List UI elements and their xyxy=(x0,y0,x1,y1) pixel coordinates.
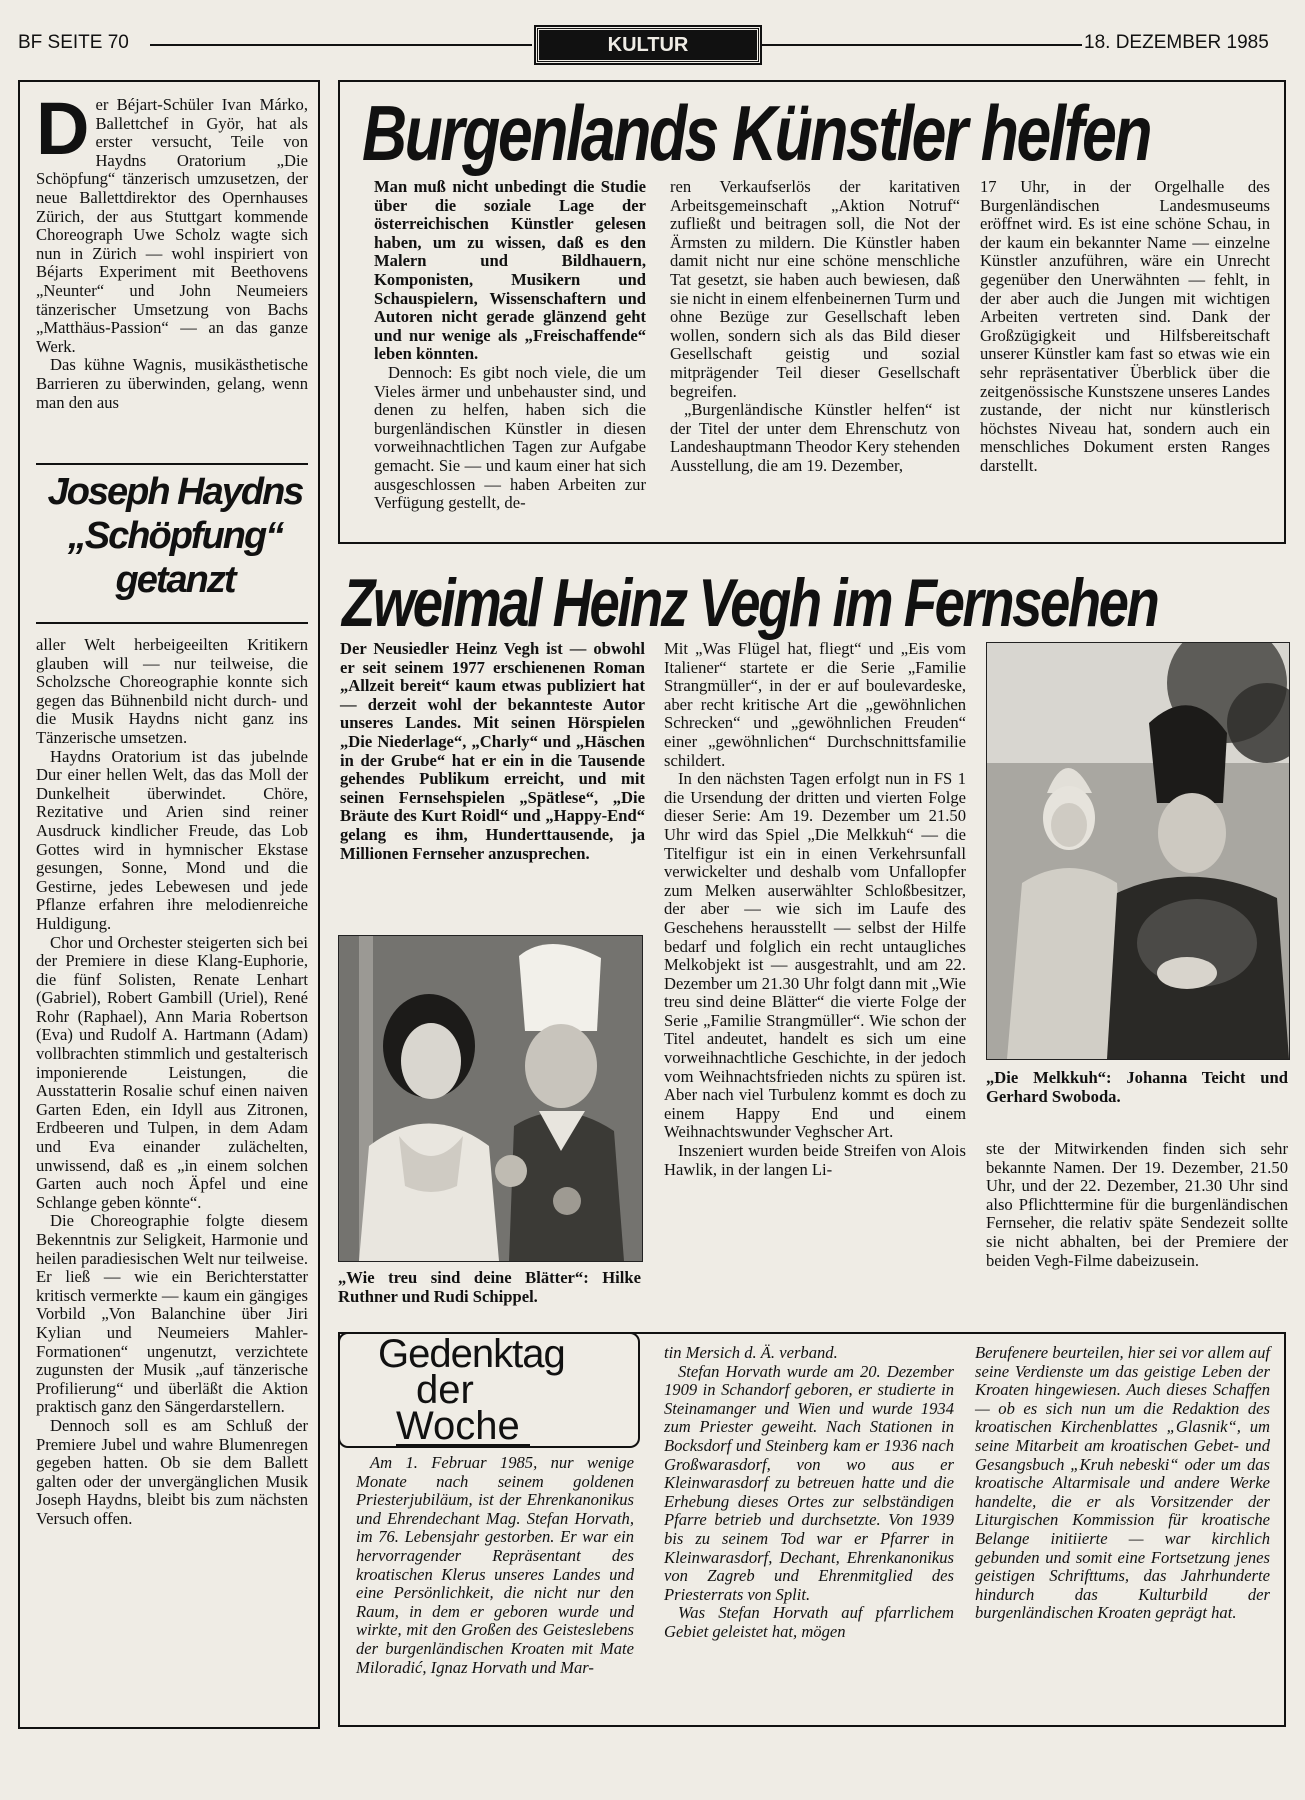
article3-paragraph: Berufenere beurteilen, hier sei vor allem auf seine Verdienste um das geistige Leben der Kroaten hingewiesen. Auch dieses Schaffen — ob es sich nun um die Redaktion des kroatischen Kirchenblattes „Glasnik“, um seine Mitarbeit am kroatischen Gebet- und Gesangsbuch „Kruh nebeski“ oder um das kroatische Altarmisale und andere Werke handelte, die er als Vorsitzender der Liturgischen Kommission für kroatische Belange initiierte — war kirchlich gebunden und somit eine Fortsetzung jenes geistigen Schrifttums, das Jahrhunderte hindurch das Kulturbild der burgenländischen Kroaten geprägt hat. xyxy=(975,1343,1270,1623)
article1-paragraph: „Burgenländische Künstler helfen“ ist der Titel der unter dem Ehrenschutz von Landeshauptmann Theodor Kery stehenden Ausstellung, die am 19. Dezember, xyxy=(670,400,960,475)
article3-paragraph: Was Stefan Horvath auf pfarrlichem Gebiet geleistet hat, mögen xyxy=(664,1603,954,1641)
header-rule-right xyxy=(760,44,1082,46)
sidebar-paragraph: Dennoch soll es am Schluß der Premiere Jubel und wahre Blumenregen gegeben hatten. Ob sie dem Ballett galten oder der unvergänglichen Musik Joseph Haydns, bleibt bis zum nächsten Versuch offen. xyxy=(36,1415,308,1528)
sidebar-paragraph: Chor und Orchester steigerten sich bei der Premiere in diese Klang-Euphorie, die fünf Solisten, Renate Lenhart (Gabriel), Robert Gambill (Uriel), René Rohr (Raphael), Ann Maria Robertson (Eva) und Rudolf A. Hartmann (Adam) vollbrachten stimmlich und gestalterisch imponierende Leistungen, die Ausstatterin Rosalie schuf einen naiven Garten Eden, ein Idyll aus Zitronen, Erdbeeren und Tulpen, in dem Adam und Eva einander zulächelten, unwissend, daß es „in einem solchen Garten auch noch Äpfel und eine Schlange geben könnte“. xyxy=(36,932,308,1212)
article3-column-1 xyxy=(356,1454,634,1677)
photo-die-melkkuh xyxy=(986,642,1290,1060)
article2-paragraph: Mit „Was Flügel hat, fliegt“ und „Eis vom Italiener“ startete er die Serie „Familie Strangmüller“, in der er auf boulevardeske, aber recht kritische Art die „gewöhnlichen Schrecken“ und „gewöhnlichen Freuden“ einer „gewöhnlichen“ Durchschnittsfamilie schildert. xyxy=(664,639,966,770)
article2-lead: Der Neusiedler Heinz Vegh ist — obwohl er seit seinem 1977 erschienenen Roman „Allzeit bereit“ kaum etwas publiziert hat — derzeit wohl der bekannteste Autor unseres Landes. Mit seinen Hörspielen „Die Niederlage“, „Charly“ und „Häschen in der Grube“ hat er ein in die Tausende gehendes Publikum erreicht, und mit seinen Fernsehspielen „Spätlese“, „Die Bräute des Kurt Roidl“ und „Happy-End“ gelang es ihm, Hunderttausende, ja Millionen Fernseher anzusprechen. xyxy=(340,639,645,863)
sidebar-body xyxy=(36,636,308,1529)
article2-paragraph: ste der Mitwirkenden finden sich sehr bekannte Namen. Der 19. Dezember, 21.50 Uhr, und der 22. Dezember, 21.30 Uhr sind also Pflichttermine für die burgenländischen Fernseher, die relativ späte Sendezeit sollte sie nicht abhalten, bei der Premiere der beiden Vegh-Filme dabeizusein. xyxy=(986,1139,1288,1270)
article3-paragraph: tin Mersich d. Ä. verband. xyxy=(664,1343,838,1362)
photo2-caption: „Die Melkkuh“: Johanna Teicht und Gerhard Swoboda. xyxy=(986,1068,1288,1106)
article2-headline: Zweimal Heinz Vegh im Fernsehen xyxy=(342,565,1158,641)
page-folio: BF SEITE 70 xyxy=(18,32,129,53)
article2-paragraph: In den nächsten Tagen erfolgt nun in FS 1 die Ursendung der dritten und vierten Folge dieser Serie: Am 19. Dezember um 21.50 Uhr wird das Spiel „Die Melkkuh“ — die Titelfigur ist ein in einen Verkehrsunfall verwickelter und deshalb vom Unfallopfer zum Melken auserwählter Schloßbesitzer, der aber — wie sich im Laufe des Geschehens herausstellt — selbst der Hilfe bedarf und folglich ein recht untaugliches Melkobjekt ist — ausgestrahlt, und am 22. Dezember um 21.30 Uhr folgt dann mit „Wie treu sind deine Blätter“ die vierte Folge der Serie „Familie Strangmüller“. Wie schon der Titel andeutet, handelt es sich um eine vorweihnachtliche Geschichte, in der jedoch vom Weihnachtsfrieden nichts zu spüren ist. Aber nach viel Turbulenz kommt es doch zu einem Happy End und einem Weihnachtswunder Veghscher Art. xyxy=(664,769,966,1142)
article1-column-1 xyxy=(374,178,646,513)
article1-lead: Man muß nicht unbedingt die Studie über die soziale Lage der österreichischen Künstler gelesen haben, um zu wissen, daß es den Malern und Bildhauern, Komponisten, Musikern und Schauspielern, Wissenschaftern und Autoren nicht gerade glänzend geht und nur wenige als „Freischaffende“ leben könnten. xyxy=(374,177,646,364)
photo-illustration xyxy=(987,643,1289,1059)
article3-paragraph: Am 1. Februar 1985, nur wenige Monate nach seinem goldenen Priesterjubiläum, ist der Ehrenkanonikus und Ehrendechant Mag. Stefan Horvath, im 76. Lebensjahr gestorben. Er war ein hervorragender Repräsentant des kroatischen Klerus unseres Landes und eine Persönlichkeit, die nicht nur den Raum, in dem er geboren wurde und wirkte, mit den Großen des Geisteslebens der burgenländischen Kroaten mit Mate Miloradić, Ignaz Horvath und Mar- xyxy=(356,1453,634,1677)
photo-illustration xyxy=(339,936,642,1261)
ressort-label: KULTUR xyxy=(536,27,760,63)
gedenktag-logo xyxy=(378,1332,565,1448)
article1-paragraph: Dennoch: Es gibt noch viele, die um Vieles ärmer und unbehauster sind, und denen zu helfen, haben sich die burgenländischen Künstler in diesen vorweihnachtlichen Tagen zur Aufgabe gemacht. Sie — und kaum einer hat sich ausgeschlossen — haben Arbeiten zur Verfügung gestellt, de- xyxy=(374,362,646,513)
sidebar-headline xyxy=(30,470,320,602)
article1-column-3 xyxy=(980,178,1270,476)
sidebar-paragraph: Die Choreographie folgte diesem Bekenntnis zur Seligkeit, Harmonie und heilen paradiesischen Welt nur teilweise. Er ließ — wie ein Berichterstatter kritisch vermerkte — kaum ein gängiges Vorbild „Von Balanchine über Jiri Kylian und Neumeiers Mahler-Formationen“ ungenutzt, verzichtete zugunsten der Musik „auf tänzerische Profilierung“ und überläßt die Aktion praktisch ganz den Sängerdarstellern. xyxy=(36,1211,308,1417)
page-date: 18. DEZEMBER 1985 xyxy=(1084,32,1269,53)
header-rule-left xyxy=(150,44,532,46)
article1-column-2 xyxy=(670,178,960,476)
article3-column-2 xyxy=(664,1344,954,1642)
sidebar-headline-line: Joseph Haydns xyxy=(47,471,303,513)
sidebar-paragraph: Haydns Oratorium ist das jubelnde Dur einer hellen Welt, das das Moll der Dunkelheit überwindet. Chöre, Rezitative und Arien sind reiner Ausdruck kindlicher Freude, das Lob Gottes wird in hymnischer Ekstase gesungen, Sonne, Mond und die Gestirne, jedes Lebewesen und jede Pflanze erfahren ihre melodienreiche Huldigung. xyxy=(36,746,308,933)
article1-headline: Burgenlands Künstler helfen xyxy=(362,89,1151,177)
gedenktag-logo-line: Gedenktag xyxy=(378,1332,565,1376)
article2-column-3 xyxy=(986,1140,1288,1270)
article1-paragraph: ren Verkaufserlös der karitativen Arbeitsgemeinschaft „Aktion Notruf“ zufließt und beitragen soll, die Not der Ärmsten zu mildern. Die Künstler haben damit nicht nur eine schöne menschliche Tat gesetzt, sie haben auch bewiesen, daß sie nicht in einem elfenbeinernen Turm und ohne Bezüge zur Gesellschaft leben wollen, sondern sich als das Bild dieser Gesellschaft geistig und sozial mitprägender Teil dieser Gesellschaft begreifen. xyxy=(670,177,960,401)
sidebar-headline-line: „Schöpfung“ xyxy=(67,515,283,557)
sidebar-title-rule-bottom xyxy=(36,622,308,624)
gedenktag-logo-line: Woche xyxy=(396,1408,530,1446)
dropcap-letter: D xyxy=(36,87,90,170)
article3-column-3 xyxy=(975,1344,1270,1623)
article2-column-2 xyxy=(664,640,966,1179)
article2-lead-column xyxy=(340,640,645,863)
sidebar-intro-paragraph: Das kühne Wagnis, musikästhetische Barrieren zu überwinden, gelang, wenn man den aus xyxy=(36,355,308,412)
gedenktag-logo-line: der xyxy=(416,1368,474,1412)
photo1-caption: „Wie treu sind deine Blätter“: Hilke Ruthner und Rudi Schippel. xyxy=(338,1268,641,1306)
sidebar-headline-line: getanzt xyxy=(115,559,235,601)
sidebar-intro-paragraph: er Béjart-Schüler Ivan Márko, Ballettchef in Györ, hat als erster versucht, Teile von Haydns Oratorium „Die Schöpfung“ tänzerisch umzusetzen, der neue Ballettdirektor des Opernhauses Zürich, der aus Stuttgart kommende Choreograph Uwe Scholz wagte sich nun in Zürich — wohl inspiriert von Béjarts Experiment mit Beethovens „Neunter“ und John Neumeiers tänzerischer Umsetzung von Bachs „Matthäus-Passion“ — an das ganze Werk. xyxy=(36,95,308,356)
article2-paragraph: Inszeniert wurden beide Streifen von Alois Hawlik, in der langen Li- xyxy=(664,1141,966,1179)
article3-paragraph: Stefan Horvath wurde am 20. Dezember 1909 in Schandorf geboren, er studierte in Steinamanger und Wien und wurde 1934 zum Priester geweiht. Nach Stationen in Bocksdorf und Steinberg kam er 1936 nach Großwarasdorf, von wo aus er Kleinwarasdorf zu betreuen hatte und die Erhebung dieses Ortes zur selbständigen Pfarre betrieb und durchsetzte. Von 1939 bis zu seinem Tod war er Pfarrer in Kleinwarasdorf, Dechant, Ehrenkanonikus von Zagreb und Ehrenmitglied des Priesterrats von Split. xyxy=(664,1361,954,1604)
sidebar-intro xyxy=(36,87,308,412)
sidebar-paragraph: aller Welt herbeigeeilten Kritikern glauben will — nur teilweise, die Scholzsche Choreographie konnte sich gegen das Bühnenbild nicht durch- und die Musik Haydns nicht ganz ins Tänzerische umsetzen. xyxy=(36,635,308,747)
sidebar-title-rule-top xyxy=(36,463,308,465)
photo-wie-treu-sind-deine-blaetter xyxy=(338,935,643,1262)
article1-paragraph: 17 Uhr, in der Orgelhalle des Burgenländischen Landesmuseums eröffnet wird. Es ist eine schöne Schau, in der kaum ein bekannter Name — einzelne Künstler anzuführen, wäre ein Unrecht gegenüber den Unerwähnten — fehlt, in der aber auch die Jungen mit wichtigen Arbeiten vertreten sind. Dank der Großzügigkeit und Hilfsbereitschaft unserer Künstler kam fast so etwas wie ein sehr repräsentativer Überblick über die zeitgenössische Kunstszene unseres Landes zustande, der nicht nur künstlerisch höchstes Niveau hat, sondern auch ein menschliches Dokument ersten Ranges darstellt. xyxy=(980,177,1270,475)
